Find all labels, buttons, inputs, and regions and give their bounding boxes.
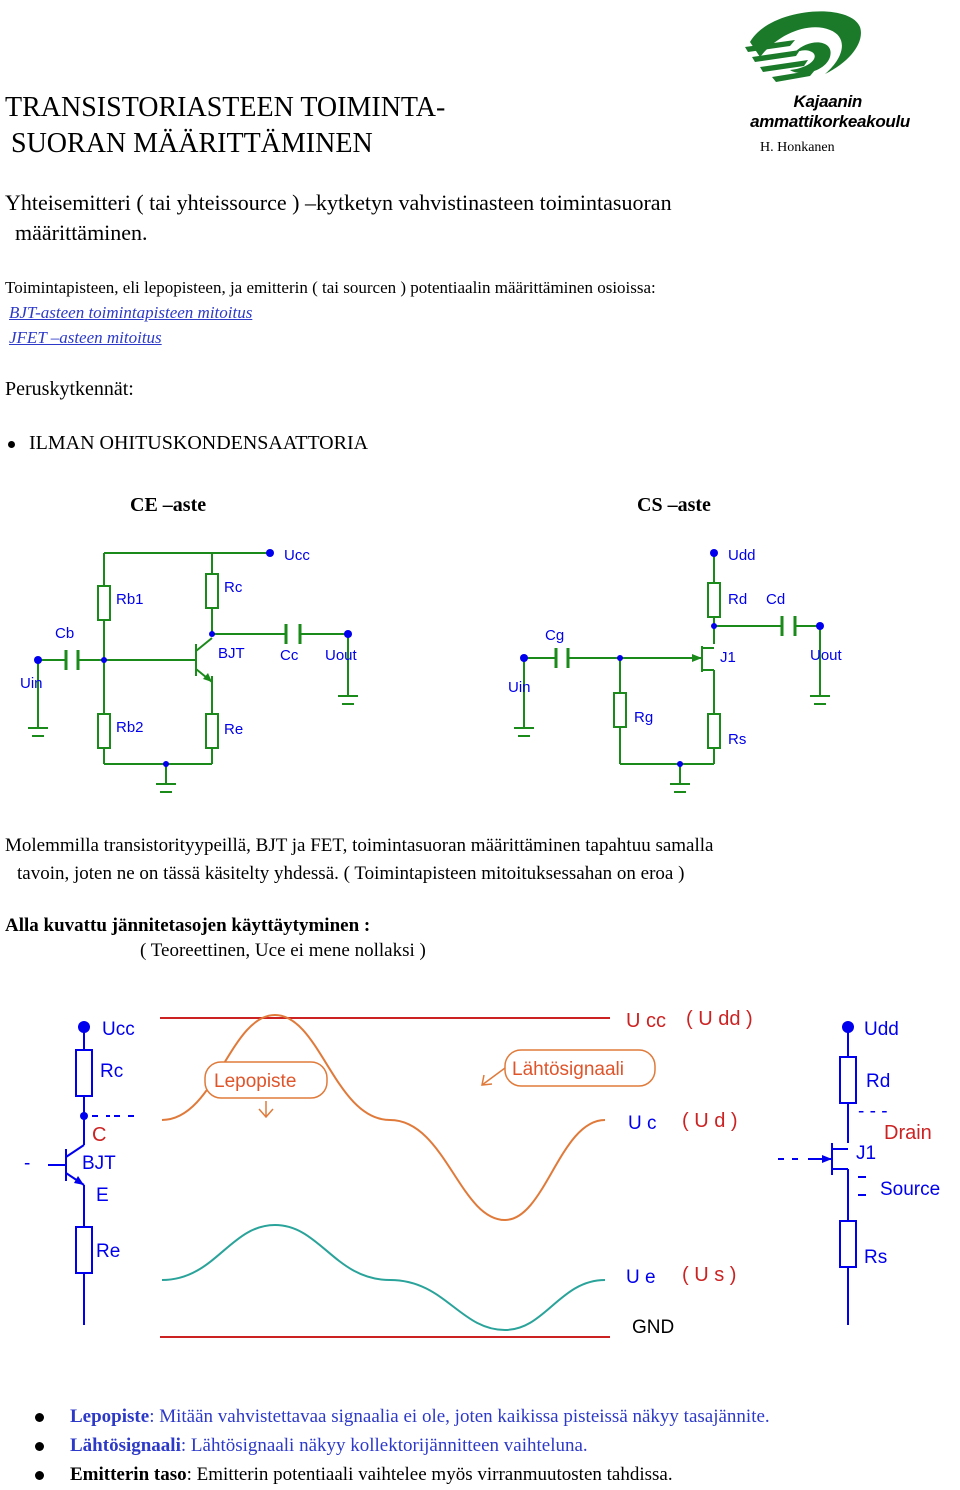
bjt-emitter-arrow-icon <box>74 1176 84 1185</box>
bullet-key: Lähtösignaali <box>70 1435 181 1456</box>
circuit-schematics <box>0 538 960 808</box>
logo-name-line-1: Kajaanin <box>793 92 862 111</box>
cs-cg-label: Cg <box>545 627 565 644</box>
kajaani-logo-icon <box>700 2 910 162</box>
para3-line-2: tavoin, joten ne on tässä käsitelty yhdessä. ( Toimintapisteen mitoituksessahan on eroa ) <box>17 863 685 884</box>
bottom-bullet-list <box>35 1402 770 1489</box>
right-source-label: Source <box>880 1179 941 1200</box>
left-re-label: Re <box>96 1241 121 1262</box>
voltage-level-diagram <box>0 995 960 1390</box>
ce-re-label: Re <box>224 721 244 738</box>
ce-bjt-label: BJT <box>218 645 245 662</box>
bullet-text: : Mitään vahvistettavaa signaalia ei ole, joten kaikissa pisteissä näkyy tasajännite. <box>149 1406 770 1427</box>
cs-rs-label: Rs <box>728 731 747 748</box>
bullet-dot-icon <box>35 1471 44 1480</box>
left-e-label: E <box>96 1185 109 1206</box>
ce-cc-label: Cc <box>280 647 299 664</box>
left-ucc-label: Ucc <box>102 1019 135 1040</box>
sections-text: Toimintapisteen, eli lepopisteen, ja emitterin ( tai sourcen ) potentiaalin määrittäminen osioissa: <box>5 278 656 297</box>
ce-uin-label: Uin <box>20 675 43 692</box>
sections-paragraph <box>5 275 656 350</box>
ce-rb1-label: Rb1 <box>116 591 144 608</box>
bullet-dot-icon <box>35 1413 44 1422</box>
left-bjt-label: BJT <box>82 1153 116 1174</box>
intro-line-2: määrittäminen. <box>15 220 148 245</box>
ce-label: CE –aste <box>130 494 207 516</box>
right-j1-label: J1 <box>856 1143 877 1164</box>
ce-ucc-label: Ucc <box>284 547 310 564</box>
cs-udd-label: Udd <box>728 547 756 564</box>
bullet-main-text: ILMAN OHITUSKONDENSAATTORIA <box>29 432 369 454</box>
bullet-dot-icon <box>35 1442 44 1451</box>
lahtosignaali-callout-label: Lähtösignaali <box>512 1059 624 1080</box>
bullet-key: Lepopiste <box>70 1406 150 1427</box>
cs-rg-label: Rg <box>634 709 654 726</box>
ce-cb-label: Cb <box>55 625 75 642</box>
cs-rd-label: Rd <box>728 591 748 608</box>
ucc-level-label: U cc <box>626 1010 666 1032</box>
logo-name-line-2: ammattikorkeakoulu <box>750 112 910 131</box>
link-jfet-mitoitus[interactable]: JFET –asteen mitoitus <box>9 328 162 347</box>
left-rc-label: Rc <box>100 1061 124 1082</box>
left-base-minus: - <box>24 1153 31 1174</box>
output-signal-wave <box>162 1015 605 1220</box>
bullet-text: : Emitterin potentiaali vaihtelee myös virranmuutosten tahdissa. <box>186 1464 673 1485</box>
bullet-ilman-ohitus <box>8 432 368 455</box>
page-title <box>5 90 445 162</box>
right-drain-label: Drain <box>884 1122 932 1144</box>
logo-text <box>700 92 910 132</box>
udd-level-label: ( U dd ) <box>686 1008 753 1030</box>
title-line-1: TRANSISTORIASTEEN TOIMINTA- <box>5 92 446 123</box>
left-c-label: C <box>92 1124 107 1146</box>
author-name: H. Honkanen <box>760 140 835 155</box>
title-line-2: SUORAN MÄÄRITTÄMINEN <box>11 128 373 159</box>
right-dashes: - - - <box>858 1101 888 1122</box>
right-udd-label: Udd <box>864 1019 899 1040</box>
ue-level-label: U e <box>626 1267 656 1288</box>
cs-j1-label: J1 <box>720 649 736 666</box>
peruskytkennat-heading: Peruskytkennät: <box>5 378 134 400</box>
uc-level-label: U c <box>628 1113 657 1134</box>
right-rs-label: Rs <box>864 1247 888 1268</box>
lepopiste-callout-label: Lepopiste <box>214 1071 297 1092</box>
cs-uin-label: Uin <box>508 679 531 696</box>
bullet-lahtosignaali <box>35 1431 770 1460</box>
voltage-behavior-heading: Alla kuvattu jännitetasojen käyttäytyminen : <box>5 915 371 936</box>
link-bjt-mitoitus[interactable]: BJT-asteen toimintapisteen mitoitus <box>9 303 253 322</box>
gnd-level-label: GND <box>632 1317 675 1338</box>
ce-rb2-label: Rb2 <box>116 719 144 736</box>
intro-line-1: Yhteisemitteri ( tai yhteissource ) –kytketyn vahvistinasteen toimintasuoran <box>5 190 672 215</box>
cs-uout-label: Uout <box>810 647 842 664</box>
ce-uout-label: Uout <box>325 647 357 664</box>
udd-node-icon <box>842 1021 854 1033</box>
ud-level-label: ( U d ) <box>682 1110 738 1132</box>
comparison-paragraph <box>5 832 713 888</box>
theoretical-note: ( Teoreettinen, Uce ei mene nollaksi ) <box>140 940 426 961</box>
cs-label: CS –aste <box>637 494 711 516</box>
intro-text <box>5 188 945 248</box>
jfet-gate-arrow-icon <box>822 1155 832 1163</box>
bullet-emitterin-taso <box>35 1460 770 1489</box>
ucc-node-icon <box>78 1021 90 1033</box>
right-rd-label: Rd <box>866 1071 891 1092</box>
us-level-label: ( U s ) <box>682 1264 737 1286</box>
emitter-signal-wave <box>162 1225 605 1330</box>
ce-rc-label: Rc <box>224 579 243 596</box>
cs-cd-label: Cd <box>766 591 786 608</box>
bullet-lepopiste <box>35 1402 770 1431</box>
bullet-dot-icon <box>8 441 15 448</box>
bullet-key: Emitterin taso <box>70 1464 187 1485</box>
para3-line-1: Molemmilla transistorityypeillä, BJT ja FET, toimintasuoran määrittäminen tapahtuu samalla <box>5 835 714 856</box>
bullet-text: : Lähtösignaali näkyy kollektorijännitteen vaihteluna. <box>180 1435 588 1456</box>
